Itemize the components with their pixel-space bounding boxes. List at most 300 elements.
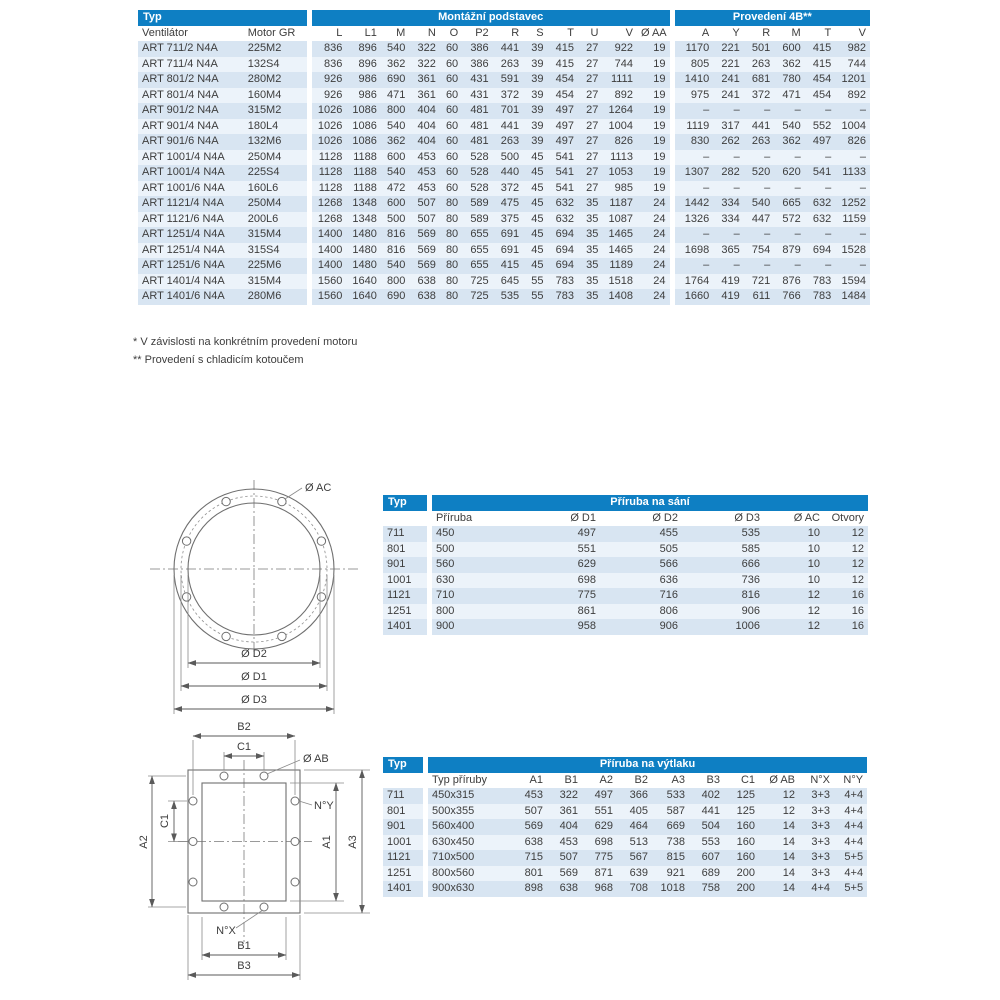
cell: – [774,103,804,119]
cell: 415 [548,57,578,73]
cell: 225M6 [244,258,307,274]
cell: 386 [462,57,492,73]
table-row [138,72,870,88]
table-head [383,757,867,788]
cell: 35 [578,289,602,305]
column-header: B1 [547,773,582,789]
cell: 386 [462,41,492,57]
cell: 160 [724,850,759,866]
group-header-row [383,757,867,773]
cell: – [744,258,774,274]
cell: – [744,181,774,197]
cell: 926 [312,72,347,88]
cell: 454 [548,72,578,88]
cell: 551 [518,542,600,558]
cell: 315S4 [244,243,307,259]
b2-label: B2 [237,721,251,733]
cell: ART 1251/4 N4A [138,243,244,259]
table-row [383,526,868,542]
cell: 694 [548,258,578,274]
cell: ART 1001/6 N4A [138,181,244,197]
cell: 826 [835,134,870,150]
diameter-d1-label: Ø D1 [241,671,267,683]
cell: 1187 [602,196,637,212]
cell: 497 [548,119,578,135]
cell: 1189 [602,258,637,274]
cell: 830 [675,134,714,150]
cell: 958 [518,619,600,635]
cell: 585 [682,542,764,558]
table-row [138,119,870,135]
cell: 27 [578,88,602,104]
cell: 710x500 [428,850,512,866]
cell: 45 [523,181,547,197]
cell: 24 [637,289,670,305]
cell: 591 [493,72,523,88]
cell: 441 [744,119,774,135]
column-header: L1 [346,26,381,42]
cell: 879 [774,243,804,259]
cell: 1121 [383,850,423,866]
cell: 55 [523,274,547,290]
cell: 3+3 [799,804,834,820]
cell: 540 [381,41,409,57]
cell: 475 [493,196,523,212]
cell: 569 [547,866,582,882]
cell: 221 [713,57,743,73]
cell: 1086 [346,134,381,150]
cell: 816 [381,227,409,243]
cell: 10 [764,573,824,589]
column-header: B3 [689,773,724,789]
cell: 60 [440,134,462,150]
cell: 826 [602,134,637,150]
cell: 441 [493,119,523,135]
diameter-d2-label: Ø D2 [241,648,267,660]
cell: 906 [682,604,764,620]
cell: 60 [440,41,462,57]
cell: 836 [312,57,347,73]
cell: 1188 [346,181,381,197]
column-header: M [774,26,804,42]
cell: 500 [432,542,518,558]
cell: 39 [523,134,547,150]
cell: 806 [600,604,682,620]
cell: 125 [724,788,759,804]
cell: 24 [637,274,670,290]
cell: 35 [578,227,602,243]
cell: 632 [805,212,835,228]
cell: 19 [637,119,670,135]
cell: ART 711/2 N4A [138,41,244,57]
cell: 12 [764,619,824,635]
cell: ART 901/4 N4A [138,119,244,135]
cell: 1026 [312,119,347,135]
cell: 1251 [383,604,427,620]
cell: 710 [432,588,518,604]
cell: 431 [462,72,492,88]
cell: 1484 [835,289,870,305]
cell: 441 [689,804,724,820]
cell: 1480 [346,258,381,274]
cell: 551 [582,804,617,820]
cell: 35 [578,243,602,259]
cell: 1053 [602,165,637,181]
cell: – [805,258,835,274]
cell: 12 [824,557,868,573]
cell: 587 [652,804,689,820]
cell: 540 [381,119,409,135]
table-row [138,181,870,197]
cell: 901 [383,557,427,573]
table-body [383,788,867,897]
cell: 691 [493,243,523,259]
cell: 24 [637,212,670,228]
cell: 552 [805,119,835,135]
cell: 655 [462,243,492,259]
cell: 766 [774,289,804,305]
label-ny [299,800,334,812]
cell: 1442 [675,196,714,212]
column-header: N [409,26,439,42]
cell: 986 [346,88,381,104]
cell: 1408 [602,289,637,305]
nx-label: N°X [216,925,236,937]
cell: 160L6 [244,181,307,197]
cell: 500 [381,212,409,228]
cell: 415 [805,41,835,57]
diameter-ac-label: Ø AC [305,482,332,494]
cell: 1401 [383,619,427,635]
table-row [138,274,870,290]
cell: 783 [805,274,835,290]
cell: 1268 [312,212,347,228]
table-head [138,10,870,41]
diameter-ab-label: Ø AB [303,753,329,765]
cell: ART 901/6 N4A [138,134,244,150]
cell: 816 [682,588,764,604]
cell: ART 1251/6 N4A [138,258,244,274]
cell: – [713,103,743,119]
cell: 528 [462,181,492,197]
cell: 200 [724,866,759,882]
cell: 362 [381,57,409,73]
cell: – [774,227,804,243]
cell: ART 711/4 N4A [138,57,244,73]
cell: 471 [774,88,804,104]
cell: – [744,103,774,119]
cell: 132S4 [244,57,307,73]
cell: 362 [774,134,804,150]
cell: 454 [805,88,835,104]
cell: – [774,181,804,197]
cell: 560x400 [428,819,512,835]
suction-flange-table [383,495,868,635]
cell: 3+3 [799,819,834,835]
cell: 800 [381,274,409,290]
cell: 1528 [835,243,870,259]
table-row [383,881,867,897]
cell: ART 1121/4 N4A [138,196,244,212]
cell: 24 [637,243,670,259]
cell: 1121 [383,588,427,604]
cell: 1188 [346,150,381,166]
cell: 132M6 [244,134,307,150]
cell: 600 [774,41,804,57]
cell: 3+3 [799,866,834,882]
cell: 450x315 [428,788,512,804]
cell: 12 [824,542,868,558]
column-header: Ø D2 [600,511,682,527]
cell: 1410 [675,72,714,88]
cell: 1159 [835,212,870,228]
cell: 541 [548,181,578,197]
column-header: R [744,26,774,42]
cell: 263 [493,57,523,73]
cell: 861 [518,604,600,620]
cell: 800 [432,604,518,620]
cell: 528 [462,150,492,166]
cell: 1001 [383,835,423,851]
cell: 472 [381,181,409,197]
cell: 241 [713,88,743,104]
cell: 725 [462,289,492,305]
cell: 638 [409,289,439,305]
cell: 553 [689,835,724,851]
cell: 250M4 [244,150,307,166]
cell: 10 [764,526,824,542]
cell: 689 [689,866,724,882]
table-row [383,835,867,851]
cell: 611 [744,289,774,305]
cell: 45 [523,212,547,228]
cell: 262 [713,134,743,150]
cell: 453 [409,150,439,166]
cell: 780 [774,72,804,88]
a1-label: A1 [321,835,333,849]
cell: 404 [409,134,439,150]
cell: 630x450 [428,835,512,851]
cell: 4+4 [834,804,867,820]
cell: 1400 [312,243,347,259]
cell: – [713,258,743,274]
cell: 655 [462,258,492,274]
cell: 263 [744,134,774,150]
cell: 39 [523,72,547,88]
mounting-base-table [138,10,870,305]
cell: 629 [582,819,617,835]
cell: 715 [512,850,547,866]
label-ac [285,482,331,499]
cell: 507 [409,212,439,228]
cell: 645 [493,274,523,290]
group-header-typ: Typ [383,495,427,511]
cell: 35 [578,258,602,274]
discharge-flange-diagram [140,710,380,986]
column-header-row [383,773,867,789]
a3-label: A3 [347,835,359,849]
table-row [138,212,870,228]
cell: – [675,103,714,119]
cell: 736 [682,573,764,589]
cell: 1026 [312,103,347,119]
cell: 690 [381,72,409,88]
cell: 16 [824,604,868,620]
column-header: P2 [462,26,492,42]
table-row [383,542,868,558]
cell: 1119 [675,119,714,135]
cell: – [835,227,870,243]
cell: 636 [600,573,682,589]
cell: 600 [381,150,409,166]
column-header [383,511,427,527]
cell: 620 [774,165,804,181]
cell: – [675,150,714,166]
column-header: Ø AB [759,773,799,789]
cell: 372 [493,88,523,104]
cell: 12 [824,573,868,589]
discharge-flange-table [383,757,867,897]
table-row [138,243,870,259]
cell: ART 1251/4 N4A [138,227,244,243]
cell: 241 [713,72,743,88]
cell: 986 [346,72,381,88]
cell: 263 [744,57,774,73]
cell: 450 [432,526,518,542]
cell: 4+4 [834,866,867,882]
cell: 1268 [312,196,347,212]
cell: 5+5 [834,850,867,866]
column-header: Otvory [824,511,868,527]
cell: 317 [713,119,743,135]
cell: 60 [440,150,462,166]
cell: 569 [512,819,547,835]
cell: 27 [578,134,602,150]
column-header: B2 [617,773,652,789]
cell: 415 [805,57,835,73]
column-header: T [805,26,835,42]
table-row [383,557,868,573]
cell: 14 [759,881,799,897]
cell: 805 [675,57,714,73]
cell: 315M4 [244,274,307,290]
cell: 1348 [346,212,381,228]
cell: 655 [462,227,492,243]
table-row [138,150,870,166]
cell: 638 [512,835,547,851]
cell: 540 [774,119,804,135]
column-header: N°X [799,773,834,789]
cell: 361 [409,72,439,88]
cell: 800 [381,103,409,119]
cell: 540 [381,165,409,181]
cell: 629 [518,557,600,573]
cell: 3+3 [799,788,834,804]
cell: 250M4 [244,196,307,212]
cell: 24 [637,258,670,274]
cell: ART 1401/4 N4A [138,274,244,290]
table-body [138,41,870,305]
cell: 738 [652,835,689,851]
cell: 600 [381,196,409,212]
cell: 698 [518,573,600,589]
cell: 280M2 [244,72,307,88]
cell: 45 [523,258,547,274]
label-nx [216,910,263,937]
column-header: M [381,26,409,42]
cell: 19 [637,41,670,57]
cell: 1201 [835,72,870,88]
cell: 225M2 [244,41,307,57]
cell: 572 [774,212,804,228]
table-row [383,804,867,820]
cell: 372 [493,181,523,197]
cell: 632 [805,196,835,212]
cell: 921 [652,866,689,882]
cell: – [835,150,870,166]
cell: 419 [713,289,743,305]
cell: 27 [578,181,602,197]
cell: 1252 [835,196,870,212]
cell: 1400 [312,227,347,243]
cell: 507 [409,196,439,212]
cell: 12 [824,526,868,542]
cell: 125 [724,804,759,820]
cell: 535 [682,526,764,542]
c1-side-label: C1 [159,813,171,829]
cell: 1113 [602,150,637,166]
column-header: Ø D3 [682,511,764,527]
footnotes [133,333,357,369]
cell: 60 [440,181,462,197]
cell: 500 [493,150,523,166]
cell: 14 [759,819,799,835]
column-header-row [383,511,868,527]
cell: 160M4 [244,88,307,104]
cell: 160 [724,835,759,851]
cell: 1004 [835,119,870,135]
cell: 1188 [346,165,381,181]
cell: 12 [764,588,824,604]
table-row [138,103,870,119]
cell: 906 [600,619,682,635]
cell: 896 [346,41,381,57]
table-row [383,788,867,804]
cell: 744 [602,57,637,73]
group-header-row [383,495,868,511]
table-row [138,134,870,150]
table-row [138,88,870,104]
cell: 45 [523,196,547,212]
column-header-row [138,26,870,42]
cell: 282 [713,165,743,181]
cell: 701 [493,103,523,119]
cell: 440 [493,165,523,181]
cell: – [713,181,743,197]
cell: 900 [432,619,518,635]
cell: 27 [578,150,602,166]
cell: 982 [835,41,870,57]
suction-flange-diagram [138,472,373,720]
cell: 12 [759,804,799,820]
cell: 1465 [602,227,637,243]
table-row [383,573,868,589]
cell: 361 [409,88,439,104]
cell: 744 [835,57,870,73]
cell: ART 1001/4 N4A [138,150,244,166]
table-row [383,604,868,620]
cell: 775 [518,588,600,604]
